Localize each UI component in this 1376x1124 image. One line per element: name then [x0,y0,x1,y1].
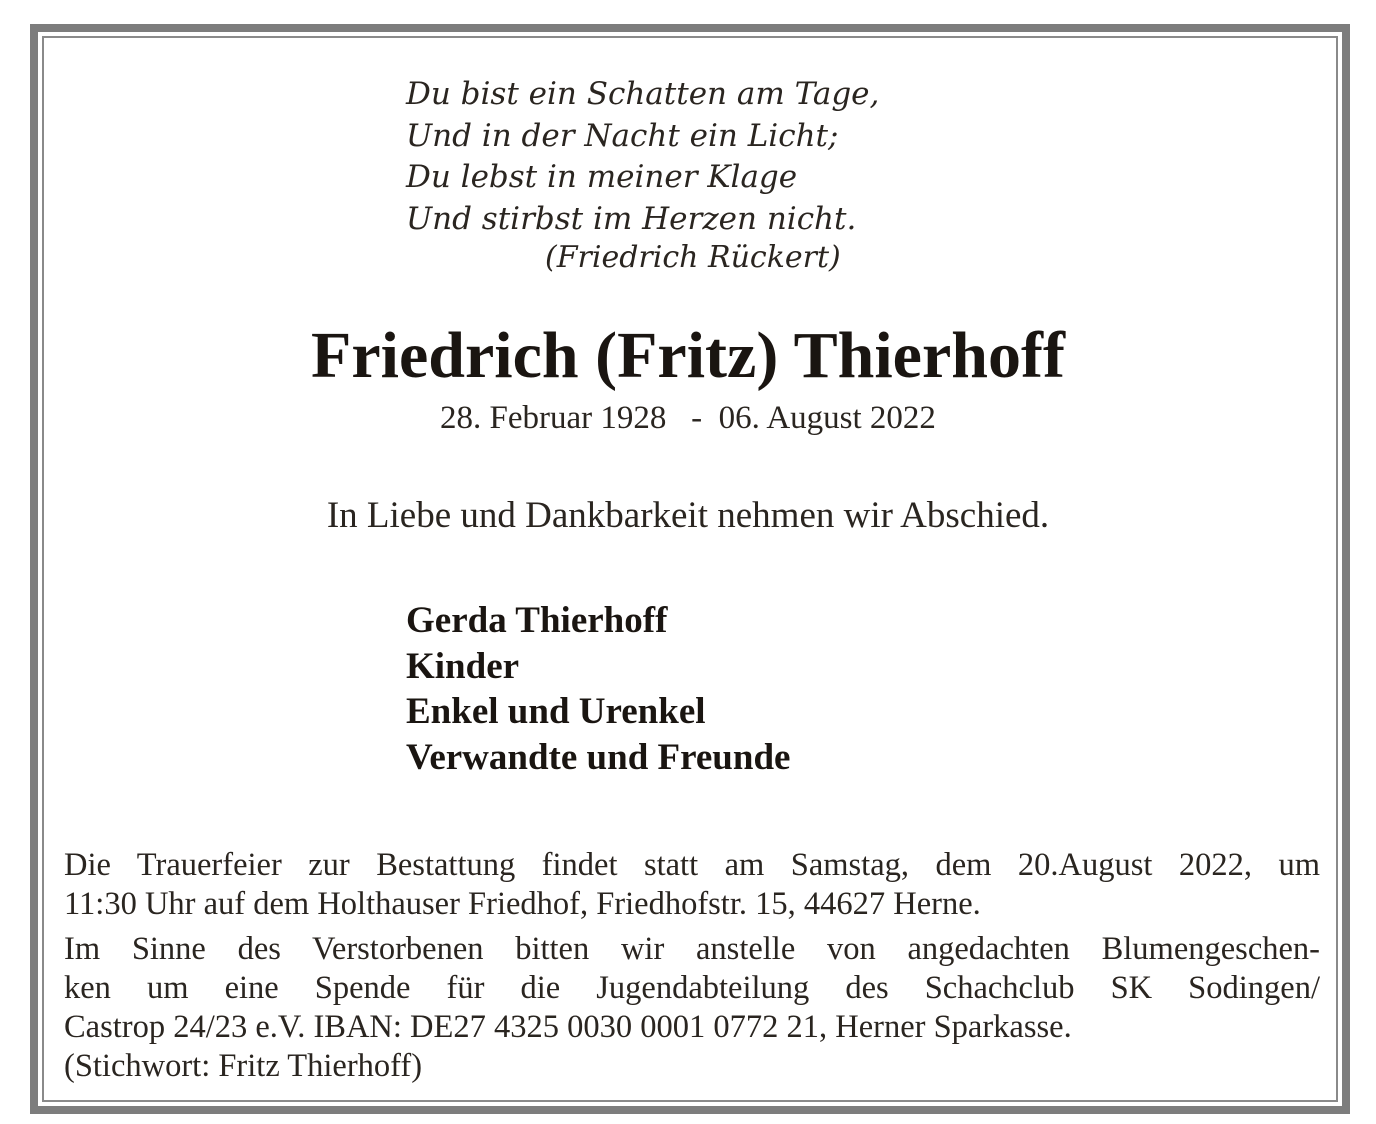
poem-author: (Friedrich Rückert) [545,240,841,275]
poem-line: Du lebst in meiner Klage [406,159,798,195]
poem-verse [406,74,879,240]
donation-line: ken um eine Spende für die Jugendabteilung des Schachclub SK Sodingen/ [64,970,1320,1006]
mourner-name: Gerda Thierhoff [406,600,668,641]
mourner-name: Verwandte und Freunde [406,736,791,778]
poem-line: Und stirbst im Herzen nicht. [406,200,857,237]
poem-line: Und in der Nacht ein Licht; [406,117,839,154]
deceased-name: Friedrich (Fritz) Thierhoff [311,319,1065,392]
poem-line: Du bist ein Schatten am Tage, [406,76,880,112]
ceremony-line: 11:30 Uhr auf dem Holthauser Friedhof, Friedhofstr. 15, 44627 Herne. [64,886,981,922]
donation-line: Im Sinne des Verstorbenen bitten wir anstelle von angedachten Blumengeschen- [64,931,1320,967]
donation-notice [64,930,1320,1086]
ceremony-line: Die Trauerfeier zur Bestattung findet statt am Samstag, dem 20.August 2022, um [64,847,1320,883]
life-dates: 28. Februar 1928 - 06. August 2022 [440,400,936,436]
donation-line: (Stichwort: Fritz Thierhoff) [64,1048,423,1084]
mourner-name: Enkel und Urenkel [406,691,706,732]
mourner-name: Kinder [406,645,520,687]
farewell-message: In Liebe und Dankbarkeit nehmen wir Abschied. [326,495,1050,536]
donation-line: Castrop 24/23 e.V. IBAN: DE27 4325 0030 0001 0772 21, Herner Sparkasse. [64,1009,1072,1045]
ceremony-notice [64,846,1320,924]
mourners-list [406,598,790,780]
